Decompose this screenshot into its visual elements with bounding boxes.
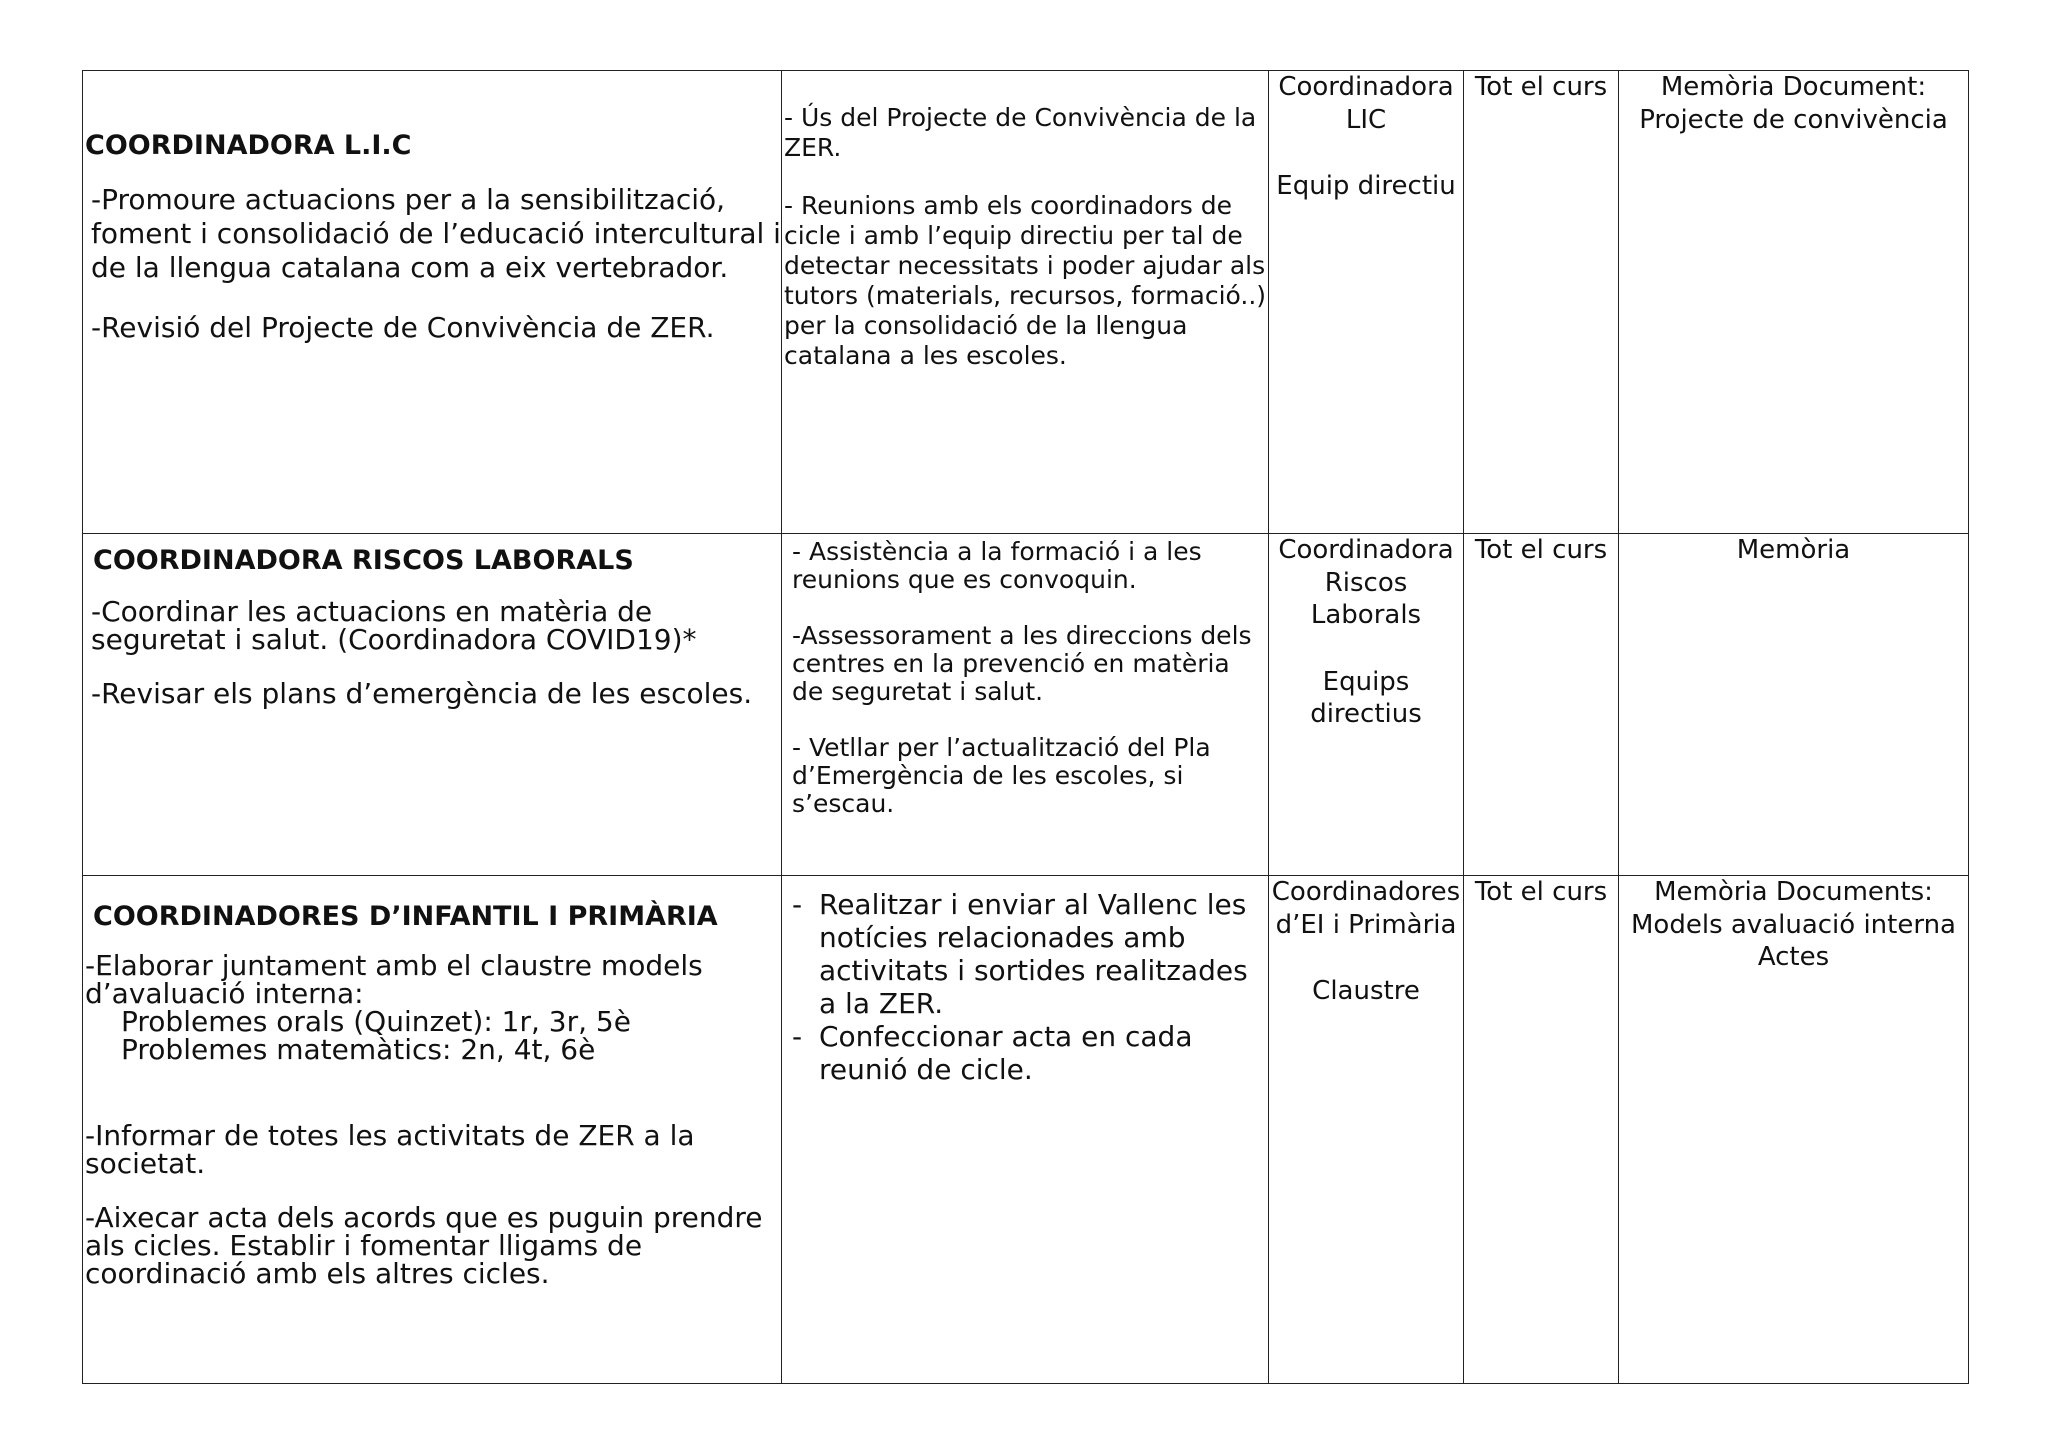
timing-text: Tot el curs	[1474, 72, 1608, 102]
actions-list	[782, 888, 1268, 1086]
action-text: - Reunions amb els coordinadors de cicle i amb l’equip directiu per tal de detectar necessitats i poder ajudar als tutors (materials, recursos, formació..) per la consolidació de la llengua catalana a les escoles.	[784, 191, 1267, 370]
action-text: Realitzar i enviar al Vallenc les notícies relacionades amb activitats i sortides realitzades a la ZER.	[819, 888, 1248, 1020]
evaluation-cell	[1619, 71, 1969, 534]
timing-text: Tot el curs	[1474, 535, 1608, 565]
objective-text: -Promoure actuacions per a la sensibilització, foment i consolidació de l’educació intercultural i de la llengua catalana com a eix vertebrador.	[91, 182, 781, 284]
row-title: COORDINADORA RISCOS LABORALS	[93, 545, 634, 576]
objective-text: -Aixecar acta dels acords que es puguin prendre als cicles. Establir i fomentar lligams de coordinació amb els altres cicles.	[85, 1200, 763, 1290]
responsible-cell	[1269, 876, 1464, 1384]
objective-text: -Revisió del Projecte de Convivència de ZER.	[91, 310, 715, 344]
timing-cell	[1464, 876, 1619, 1384]
responsible-text: Claustre	[1312, 976, 1420, 1006]
action-text: - Assistència a la formació i a les reunions que es convoquin.	[792, 537, 1202, 594]
objectives-cell	[83, 534, 782, 876]
table-row	[83, 534, 1969, 876]
evaluation-cell	[1619, 876, 1969, 1384]
objective-text: -Informar de totes les activitats de ZER a la societat.	[85, 1118, 695, 1180]
responsible-cell	[1269, 71, 1464, 534]
objectives-cell	[83, 71, 782, 534]
objectives-cell	[83, 876, 782, 1384]
evaluation-text: Memòria Documents: Models avaluació interna Actes	[1631, 877, 1956, 972]
timing-text: Tot el curs	[1474, 877, 1608, 907]
row-title: COORDINADORES D’INFANTIL I PRIMÀRIA	[93, 901, 718, 932]
planning-table	[82, 70, 1969, 1384]
actions-cell	[782, 534, 1269, 876]
responsible-cell	[1269, 534, 1464, 876]
action-text: -Assessorament a les direccions dels centres en la prevenció en matèria de seguretat i salut.	[792, 621, 1252, 706]
evaluation-cell	[1619, 534, 1969, 876]
objective-text: -Coordinar les actuacions en matèria de seguretat i salut. (Coordinadora COVID19)*	[91, 594, 697, 656]
action-text: Confeccionar acta en cada reunió de cicle.	[819, 1020, 1193, 1086]
list-item: - Realitzar i enviar al Vallenc les notícies relacionades amb activitats i sortides realitzades a la ZER.	[792, 888, 1248, 1020]
objective-subitem: Problemes orals (Quinzet): 1r, 3r, 5è	[121, 1004, 631, 1038]
actions-cell	[782, 876, 1269, 1384]
action-text: - Vetllar per l’actualització del Pla d’Emergència de les escoles, si s’escau.	[792, 733, 1211, 818]
responsible-text: Coordinadores d’EI i Primària	[1271, 877, 1461, 940]
table-row	[83, 876, 1969, 1384]
objective-text: -Elaborar juntament amb el claustre models d’avaluació interna:	[85, 948, 703, 1010]
objective-text: -Revisar els plans d’emergència de les escoles.	[91, 676, 753, 710]
responsible-text: Equips directius	[1310, 666, 1422, 729]
table-row	[83, 71, 1969, 534]
responsible-text: Equip directiu	[1276, 171, 1456, 201]
row-title: COORDINADORA L.I.C	[85, 130, 412, 161]
timing-cell	[1464, 534, 1619, 876]
objective-subitem: Problemes matemàtics: 2n, 4t, 6è	[121, 1032, 596, 1066]
responsible-text: Coordinadora LIC	[1278, 72, 1454, 135]
responsible-text: Coordinadora Riscos Laborals	[1278, 535, 1454, 630]
timing-cell	[1464, 71, 1619, 534]
actions-cell	[782, 71, 1269, 534]
action-text: - Ús del Projecte de Convivència de la ZER.	[784, 103, 1257, 162]
evaluation-text: Memòria Document: Projecte de convivència	[1639, 72, 1948, 135]
list-item: - Confeccionar acta en cada reunió de cicle.	[792, 1020, 1193, 1086]
evaluation-text: Memòria	[1736, 535, 1851, 565]
